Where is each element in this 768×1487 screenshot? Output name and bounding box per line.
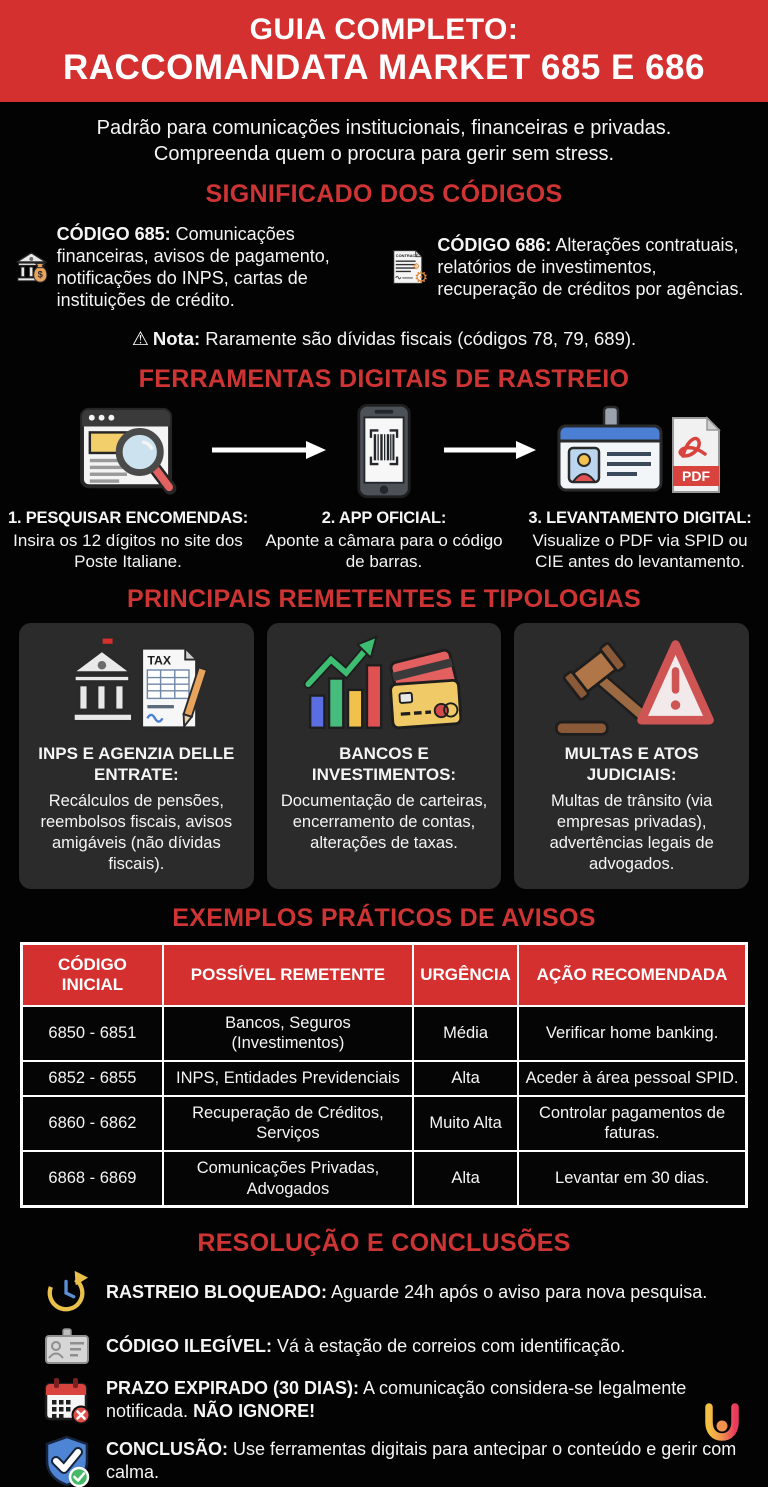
card-fines-text: Multas de trânsito (via empresas privadas), advertências legais de advogados. [549, 792, 714, 873]
cell-urgencia: Alta [413, 1151, 518, 1207]
examples-table [20, 942, 748, 1208]
sender-cards [19, 623, 749, 889]
bank-tax-icon [28, 635, 245, 741]
res-expired-lead2: NÃO IGNORE! [193, 1401, 316, 1422]
cell-remetente: Bancos, Seguros (Investimentos) [163, 1006, 413, 1061]
pdf-icon [673, 418, 719, 492]
card-fines-title: MULTAS E ATOS JUDICIAIS: [564, 744, 699, 784]
col-header-acao: AÇÃO RECOMENDADA [518, 943, 746, 1006]
browser-search-icon [79, 405, 177, 497]
cell-codigo: 6868 - 6869 [22, 1151, 163, 1207]
resolution-item-expired [42, 1376, 744, 1424]
step1-text: Insira os 12 dígitos no site dos Poste Italiane. [13, 530, 243, 571]
step2-title: 2. APP OFICIAL: [321, 508, 447, 527]
codes-grid [14, 215, 758, 319]
idcard-pdf-icon [557, 404, 723, 498]
table-row [22, 1096, 747, 1151]
code-item-686 [391, 215, 758, 319]
cell-codigo: 6852 - 6855 [22, 1061, 163, 1096]
code-686-lead: CÓDIGO 686: [437, 234, 552, 255]
cell-remetente: Recuperação de Créditos, Serviços [163, 1096, 413, 1151]
cell-acao: Aceder à área pessoal SPID. [518, 1061, 746, 1096]
brand-logo [702, 1401, 742, 1450]
intro-line1: Padrão para comunicações institucionais, financeiras e privadas. [96, 116, 672, 139]
resolution-list [42, 1268, 744, 1487]
resolution-text [106, 1335, 625, 1358]
res-expired-lead: PRAZO EXPIRADO (30 DIAS): [106, 1378, 360, 1399]
table-row [22, 1151, 747, 1207]
step3-text: Visualize o PDF via SPID ou CIE antes do levantamento. [532, 530, 748, 571]
table-row [22, 1061, 747, 1096]
arrow-right-icon [210, 439, 328, 461]
res-conclusion-lead: CONCLUSÃO: [106, 1439, 228, 1460]
cell-acao: Levantar em 30 dias. [518, 1151, 746, 1207]
svg-text:CONTRACT: CONTRACT [395, 252, 418, 258]
section-heading-codes: SIGNIFICADO DOS CÓDIGOS [205, 179, 563, 208]
tools-captions [0, 509, 768, 573]
code-685-rest: Comunicações financeiras, avisos de pagamento, notificações do INPS, cartas de instituições de crédito. [56, 223, 330, 310]
col-header-remetente: POSSÍVEL REMETENTE [163, 943, 413, 1006]
tool-step1-caption [0, 509, 256, 573]
code-685-lead: CÓDIGO 685: [56, 223, 171, 244]
phone-barcode-icon [356, 402, 412, 500]
page-title-line1: GUIA COMPLETO: [249, 13, 519, 46]
resolution-text [106, 1377, 744, 1423]
intro-text [0, 115, 768, 167]
res-illegible-lead: CÓDIGO ILEGÍVEL: [106, 1335, 273, 1356]
resolution-text [106, 1438, 744, 1484]
svg-text:TAX: TAX [147, 653, 172, 668]
svg-text:⚙: ⚙ [414, 267, 429, 287]
resolution-text [106, 1281, 707, 1304]
gavel-warning-icon [523, 635, 740, 741]
cell-urgencia: Média [413, 1006, 518, 1061]
codes-note [0, 328, 768, 350]
card-inps-title: INPS E AGENZIA DELLE ENTRATE: [38, 744, 235, 784]
code-686-rest: Alterações contratuais, relatórios de investimentos, recuperação de créditos por agências. [437, 234, 744, 299]
cell-codigo: 6860 - 6862 [22, 1096, 163, 1151]
cell-remetente: Comunicações Privadas, Advogados [163, 1151, 413, 1207]
table-header-row [22, 943, 747, 1006]
page-title-line2: RACCOMANDATA MARKET 685 E 686 [63, 47, 705, 87]
section-heading-tools: FERRAMENTAS DIGITAIS DE RASTREIO [138, 364, 630, 393]
intro-line2: Compreenda quem o procura para gerir sem stress. [153, 142, 615, 165]
arrow-right-icon [442, 439, 538, 461]
note-lead: Nota: [152, 327, 201, 349]
tools-icons-row [0, 400, 768, 502]
cell-urgencia: Alta [413, 1061, 518, 1096]
cell-acao: Controlar pagamentos de faturas. [518, 1096, 746, 1151]
card-banks-text: Documentação de carteiras, encerramento de contas, alterações de taxas. [280, 792, 488, 852]
clock-refresh-icon [42, 1268, 92, 1316]
svg-text:PDF: PDF [682, 467, 710, 484]
col-header-urgencia: URGÊNCIA [413, 943, 518, 1006]
step3-title: 3. LEVANTAMENTO DIGITAL: [528, 508, 752, 527]
contract-gears-icon [391, 215, 429, 319]
resolution-item-conclusion [42, 1435, 744, 1487]
col-header-codigo: CÓDIGO INICIAL [22, 943, 163, 1006]
idcard-gray-icon [42, 1327, 92, 1365]
section-heading-resolution: RESOLUÇÃO E CONCLUSÕES [197, 1229, 571, 1258]
code-item-685 [14, 215, 381, 319]
resolution-item-blocked [42, 1268, 744, 1316]
res-expired-rest: A comunicação considera-se legalmente notificada. [106, 1378, 687, 1422]
code-686-text [437, 234, 758, 300]
cell-urgencia: Muito Alta [413, 1096, 518, 1151]
calendar-x-icon [42, 1376, 92, 1424]
step1-title: 1. PESQUISAR ENCOMENDAS: [8, 508, 248, 527]
section-heading-senders: PRINCIPAIS REMETENTES E TIPOLOGIAS [127, 585, 641, 614]
tool-step2-caption [256, 509, 512, 573]
chart-cards-icon [276, 635, 493, 741]
u-logo-icon [702, 1401, 742, 1445]
svg-text:$: $ [37, 269, 43, 280]
tool-step3-caption [512, 509, 768, 573]
resolution-item-illegible [42, 1327, 744, 1365]
res-blocked-lead: RASTREIO BLOQUEADO: [106, 1281, 328, 1302]
card-banks [267, 623, 502, 889]
res-conclusion-rest: Use ferramentas digitais para antecipar o conteúdo e gerir com calma. [106, 1439, 737, 1483]
header-banner [0, 0, 768, 102]
code-685-text [57, 223, 381, 312]
card-banks-title: BANCOS E INVESTIMENTOS: [311, 744, 457, 784]
step2-text: Aponte a câmara para o código de barras. [265, 530, 503, 571]
shield-check-icon [42, 1435, 92, 1487]
note-rest: Raramente são dívidas fiscais (códigos 78, 79, 689). [200, 327, 637, 349]
cell-codigo: 6850 - 6851 [22, 1006, 163, 1061]
bank-money-icon [14, 215, 49, 319]
card-fines [514, 623, 749, 889]
card-inps-text: Recálculos de pensões, reembolsos fiscais, avisos amigáveis (não dívidas fiscais). [40, 792, 233, 873]
section-heading-examples: EXEMPLOS PRÁTICOS DE AVISOS [172, 903, 596, 932]
warning-icon: ⚠ [131, 327, 149, 350]
table-row [22, 1006, 747, 1061]
cell-acao: Verificar home banking. [518, 1006, 746, 1061]
card-inps [19, 623, 254, 889]
tool-step3-icon-cell [512, 400, 768, 502]
cell-remetente: INPS, Entidades Previdenciais [163, 1061, 413, 1096]
res-illegible-rest: Vá à estação de correios com identificação. [272, 1335, 626, 1356]
svg-text:⚙: ⚙ [412, 260, 421, 271]
res-blocked-rest: Aguarde 24h após o aviso para nova pesquisa. [327, 1281, 708, 1302]
